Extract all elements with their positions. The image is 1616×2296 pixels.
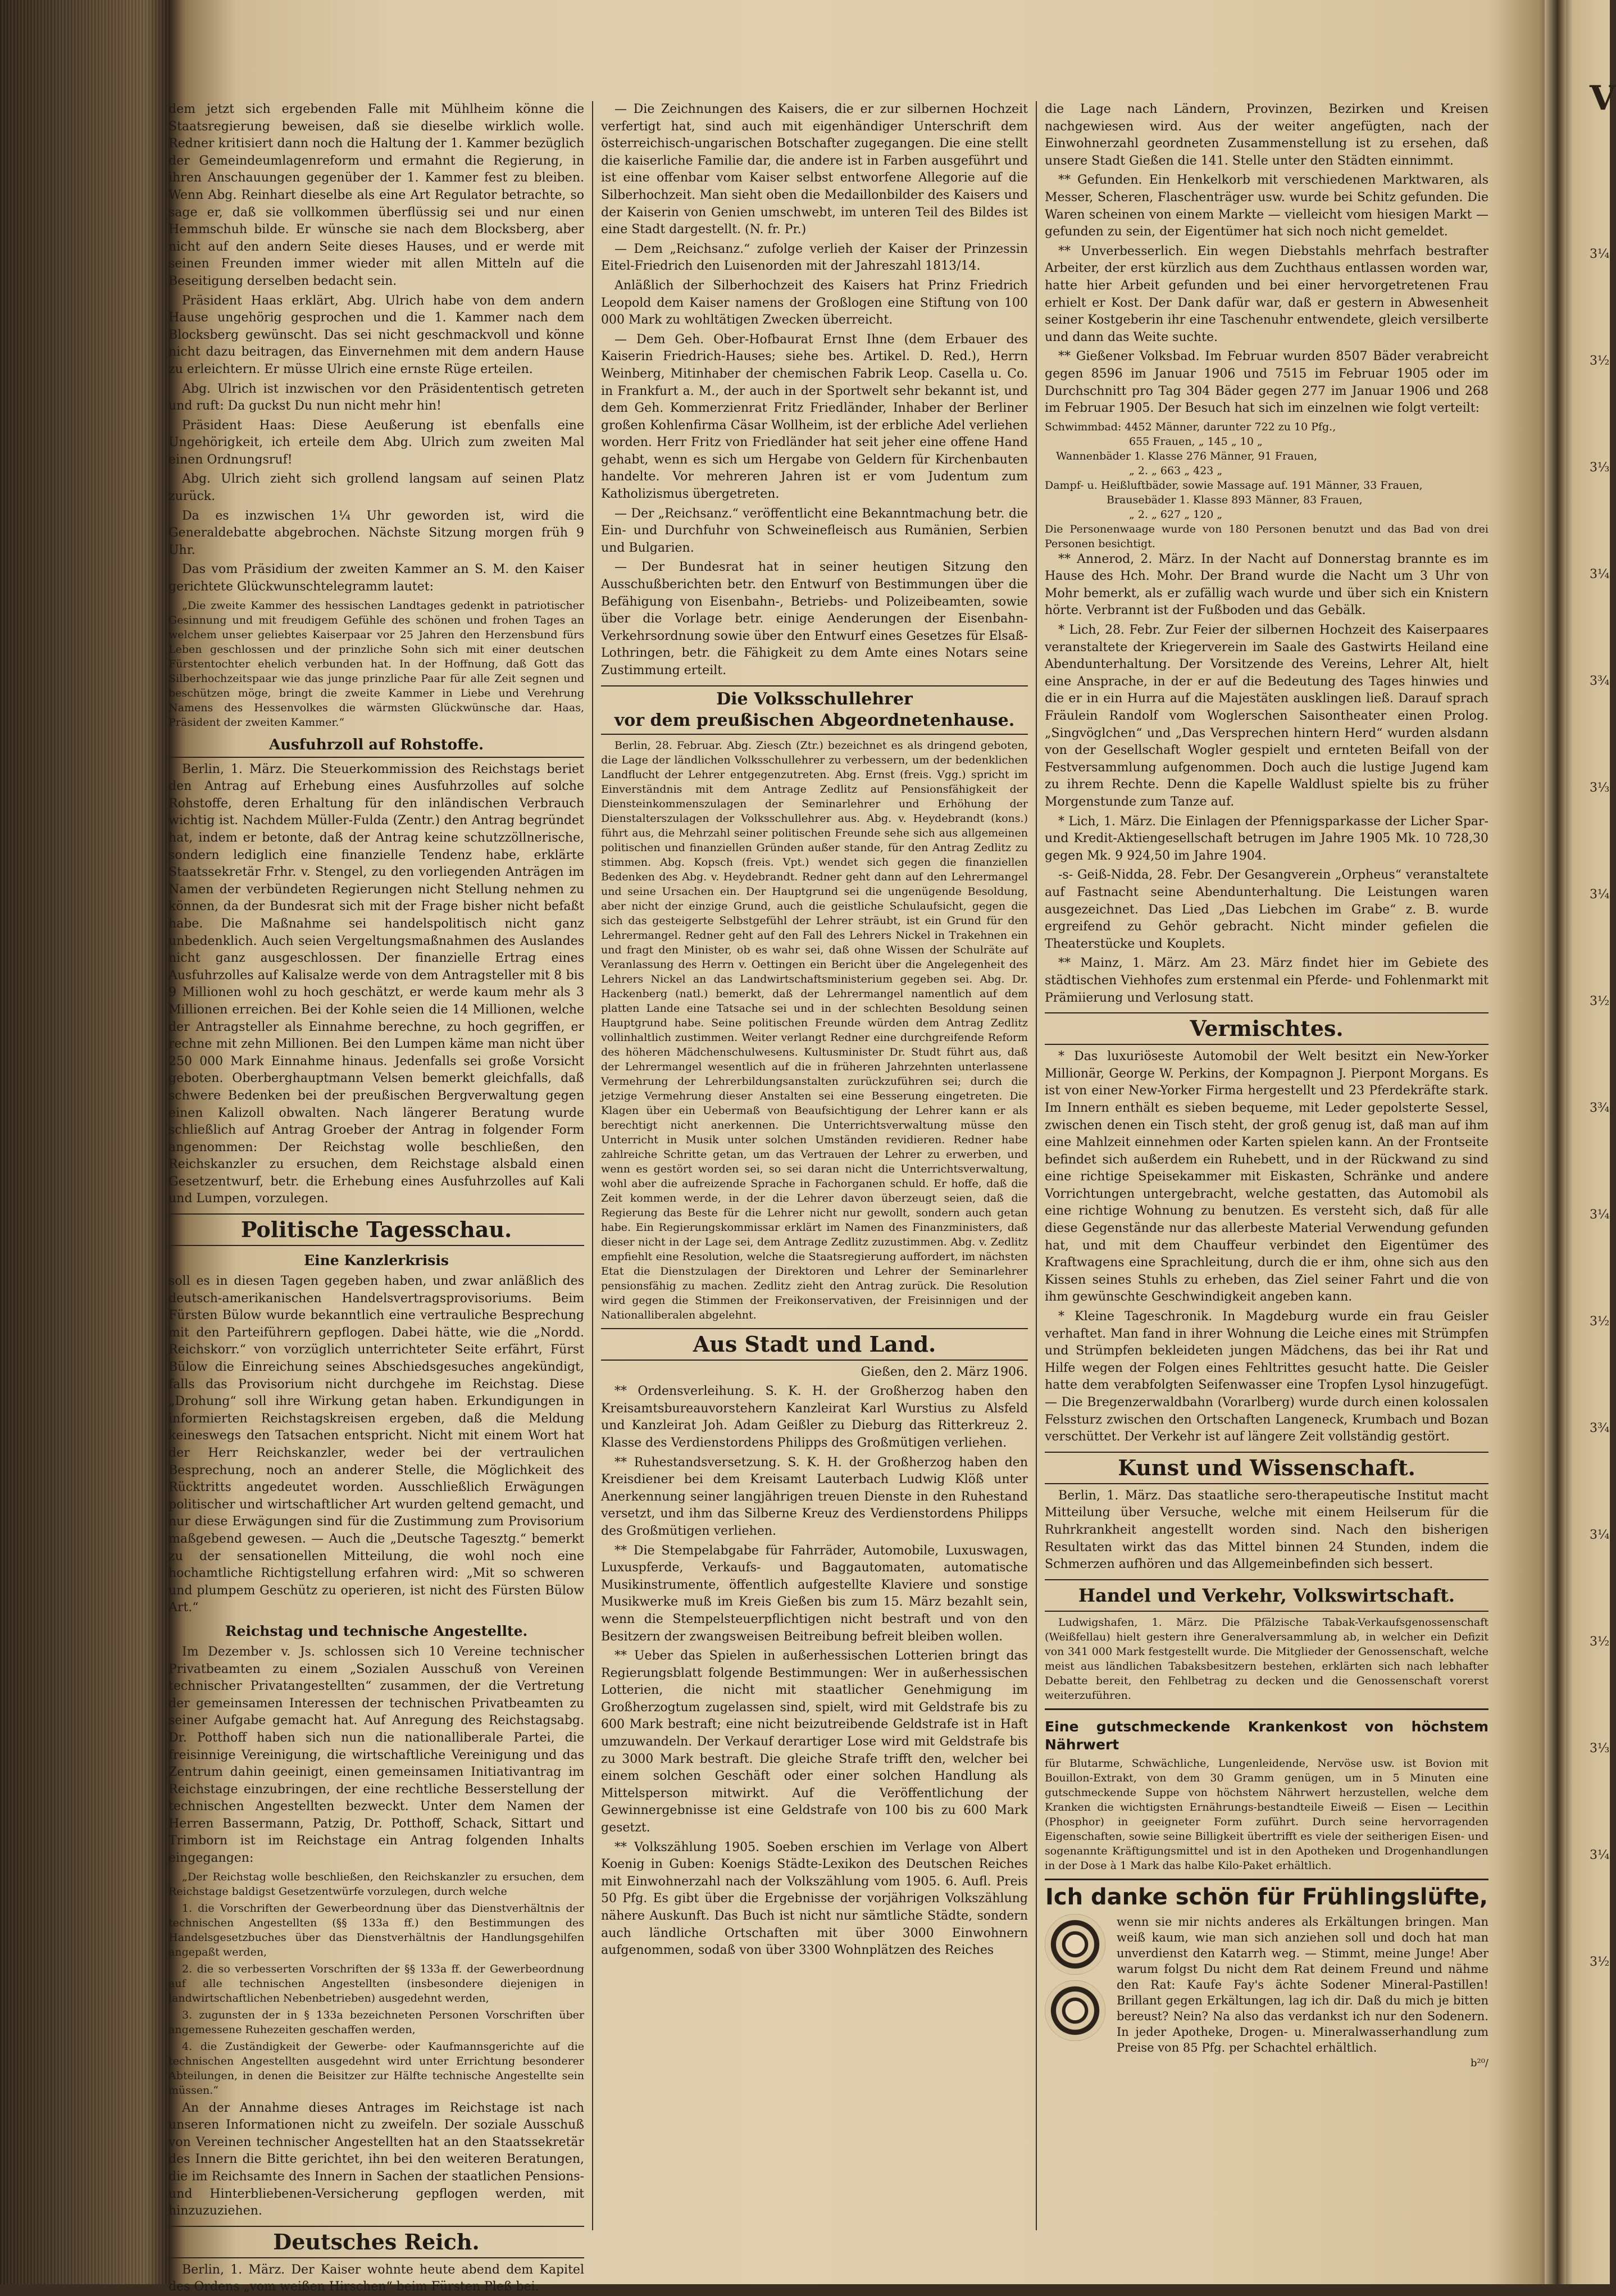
adjacent-page-fragment: 3¼ — [1590, 888, 1610, 902]
adjacent-page-fragment: 3¼ — [1590, 1848, 1610, 1862]
statistics-row: Brausebäder 1. Klasse 893 Männer, 83 Frauen, — [1107, 493, 1363, 506]
medal-seal-icon — [1045, 1914, 1105, 1975]
statistics-row: Wannenbäder 1. Klasse 276 Männer, 91 Frauen, — [1056, 449, 1318, 462]
paragraph: soll es in diesen Tagen gegeben haben, und zwar anläßlich des deutsch-amerikanischen Handelsvertragsprovisoriums. Beim Fürsten Bülow wurde bekanntlich eine vertrauliche Besprechung mit den Parteiführern gepflogen. Dabei hätte, wie die „Nordd. Reichskorr.“ von vorzüglich unterrichteter Seite erfährt, Fürst Bülow die Einreichung seines Abschiedsgesuches angekündigt, falls das Provisorium nicht durchgehe im Reichstag. Diese „Drohung“ soll ihre Wirkung getan haben. Erkundigungen in informierten Reichstagskreisen ergeben, daß die Meldung keineswegs den Tatsachen entspricht. Nicht mit einem Wort hat der Herr Reichskanzler, weder bei der vertraulichen Besprechung, noch an anderer Stelle, die Möglichkeit des Rücktritts angedeutet worden. Ausschließlich Erwägungen politischer und wirtschaftlicher Art wurden geltend gemacht, und nur diese Erwägungen sind für die Zustimmung zum Provisorium maßgebend gewesen. — Auch die „Deutsche Tagesztg.“ bemerkt zu der sensationellen Mitteilung, die wohl noch eine hochamtliche Richtigstellung erfahren wird: „Mit so schweren und plumpem Geschütz zu operieren, ist nicht des Fürsten Bülow Art.“ — [169, 1274, 584, 1615]
paragraph: ** Unverbesserlich. Ein wegen Diebstahls mehrfach bestrafter Arbeiter, der erst kürzlich aus dem Zuchthaus entlassen worden war, hatte hier Arbeit gefunden und bei einer hervorgetretenen Frau erhielt er Kost. Der Dank dafür war, daß er gestern in Abwesenheit seiner Kostgeberin ihr eine Taschenuhr entwendete, gleich versilberte und dann das Weite suchte. — [1045, 244, 1488, 344]
paragraph: — Dem Geh. Ober-Hofbaurat Ernst Ihne (dem Erbauer des Kaiserin Friedrich-Hauses; siehe bes. Artikel. D. Red.), Herrn Weinberg, Mitinhaber der chemischen Fabrik Leop. Casella u. Co. in Frankfurt a. M., der auch in der Sportwelt sehr bekannt ist, und dem Geh. Kommerzienrat Fritz Friedländer, Inhaber der Berliner großen Kohlenfirma Cäsar Wollheim, ist der erbliche Adel verliehen worden. Herr Fritz von Friedländer hat seit jeher eine offene Hand gehabt, wenn es sich um Hergabe von Geldern für Kirchenbauten handelte. Vor mehreren Jahren ist er vom Judentum zum Katholizismus übergetreten. — [601, 332, 1028, 502]
list-item: 4. die Zuständigkeit der Gewerbe- oder Kaufmannsgerichte auf die technischen Angestellten ausgedehnt wird unter Errichtung besonderer Abteilungen, in denen die Beisitzer zur Hälfte technische Angestellte sein müssen.“ — [169, 2040, 584, 2097]
book-binding-edge — [0, 0, 169, 2284]
newspaper-page — [169, 39, 1550, 2294]
paragraph: Berlin, 28. Februar. Abg. Ziesch (Ztr.) bezeichnet es als dringend geboten, die Lage der ländlichen Volksschullehrer zu verbessern, um der bedenklichen Landflucht der Lehrer entgegenzutreten. Abg. Ernst (freis. Vgg.) spricht im Einverständnis mit dem Antrage Zedlitz auf Pensionsfähigkeit der Diensteinkommenszulagen der Seminarlehrer und Erhöhung der Dienstalterszulagen der Volksschullehrer aus. Abg. v. Heydebrandt (kons.) führt aus, die Mehrzahl seiner politischen Freunde sehe sich aus allgemeinen politischen und finanziellen Gründen außer stande, für den Antrag Zedlitz zu stimmen. Abg. Kopsch (freis. Vpt.) wendet sich gegen die finanziellen Bedenken des Abg. v. Heydebrandt. Redner geht dann auf den Lehrermangel und seine Ursachen ein. Der Hauptgrund sei die ungenügende Besoldung, aber nicht der einzige Grund, auch die geistliche Schulaufsicht, gegen die sich das gesteigerte Selbstgefühl der Lehrer sträubt, ist ein Grund für den Lehrermangel. Redner geht auf den Fall des Lehrers Nickel in Trakehnen ein und fragt den Minister, ob es wahr sei, daß ohne Wissen der Schulräte auf Veranlassung des Herrn v. Oettingen ein Bericht über die Angelegenheit des Lehrers Nickel an das Landwirtschaftsministerium gegeben sei. Abg. Dr. Hackenberg (natl.) bemerkt, daß der Lehrermangel namentlich auf dem platten Lande eine Tatsache sei und in der schlechten Besoldung seinen Hauptgrund habe. Seine politischen Freunde würden dem Antrag Zedlitz vollinhaltlich zustimmen. Weiter verlangt Redner eine durchgreifende Reform des höheren Mädchenschulwesens. Kultusminister Dr. Studt führt aus, daß der Lehrermangel wesentlich auf die in früheren Jahrzehnten unterlassene Vermehrung der Lehrerbildungsanstalten zurückzuführen sei; durch die jetzige Vermehrung dieser Anstalten sei eine Besserung eingetreten. Die Klagen über ein Uebermaß von Beaufsichtigung der Lehrer kann er als berechtigt nicht anerkennen. Die Unterrichtsverwaltung müsse den Unterricht in Musik unter solchen Umständen revidieren. Redner habe zahlreiche Schritte getan, um das Vertrauen der Lehrer zu erwerben, und wenn es gestört worden sei, so sei daran nicht die Unterrichtsverwaltung, wohl aber die aufreizende Sprache in Fachorganen schuld. Er hoffe, daß die Zeit kommen werde, in der die Lehrer davon überzeugt seien, daß die Regierung das Beste für die Lehrer nicht nur gewollt, sondern auch getan habe. Ein Regierungskommissar erklärt im Namen des Finanzministers, daß dieser nicht in der Lage sei, dem Antrage Zedlitz zuzustimmen. Abg. v. Zedlitz empfiehlt eine Resolution, welche die Staatsregierung auffordert, im nächsten Etat die Dienstzulagen der Direktoren und Lehrer der Seminarlehrer pensionsfähig zu machen. Zedlitz zieht den Antrag zurück. Die Resolution wird gegen die Stimmen der Freikonservativen, der Freisinnigen und der Nationalliberalen abgelehnt. — [601, 739, 1028, 1321]
statistics-row: Dampf- u. Heißluftbäder, sowie Massage auf. 191 Männer, 33 Frauen, — [1045, 479, 1423, 492]
paragraph: — Die Zeichnungen des Kaisers, die er zur silbernen Hochzeit verfertigt hat, sind auch mit eigenhändiger Unterschrift dem österreichisch-ungarischen Botschafter zugegangen. Die eine stellt die kaiserliche Familie dar, die andere ist in Farben ausgeführt und ist eine offenbar vom Kaiser selbst entworfene Allegorie auf die Silberhochzeit. Man sieht oben die Medaillonbilder des Kaisers und der Kaiserin von Genien umschwebt, im unteren Teil des Bildes ist eine Stadt dargestellt. (N. fr. Pr.) — [601, 102, 1028, 237]
paragraph: die Lage nach Ländern, Provinzen, Bezirken und Kreisen nachgewiesen wird. Aus der weiter angefügten, nach der Einwohnerzahl geordneten Zusammenstellung ist zu ersehen, daß unsere Stadt Gießen die 141. Stelle unter den Städten einnimmt. — [1045, 102, 1488, 168]
dateline: Gießen, den 2. März 1906. — [861, 1365, 1028, 1379]
paragraph: * Kleine Tageschronik. In Magdeburg wurde ein frau Geisler verhaftet. Man fand in ihrer Wohnung die Leiche eines mit Strümpfen und Strümpfen bekleideten jungen Mädchens, das bei ihr Rat und Hilfe wegen der Folgen eines Fehltrittes gesucht hatte. Die Geisler hatte dem verabfolgten Seifenwasser eine Tropfen Lysol hinzugefügt. — Die Bregenzerwaldbahn (Vorarlberg) wurde durch einen kolossalen Felssturz zwischen den Ortschaften Langeneck, Krumbach und Bozan verschüttet. Der Verkehr ist auf längere Zeit vollständig gestört. — [1045, 1310, 1488, 1444]
section-heading: Politische Tagesschau. — [169, 1213, 584, 1246]
adjacent-page-fragment: 3⅓ — [1590, 781, 1610, 795]
section-heading: Die Volksschullehrer vor dem preußischen Abgeordnetenhause. — [601, 685, 1028, 735]
section-heading: Deutsches Reich. — [169, 2226, 584, 2258]
paragraph: Berlin, 1. März. Das staatliche sero-therapeutische Institut macht Mitteilung über Versuche, welche mit einem Heilserum für die Ruhrkrankheit angestellt worden sind. Nach den bisherigen Resultaten wirkt das das Mittel binnen 24 Stunden, indem die Schmerzen aufhören und das Allgemeinbefinden sich bessert. — [1045, 1488, 1488, 1572]
paragraph: * Das luxuriöseste Automobil der Welt besitzt ein New-Yorker Millionär, George W. Perkins, der Kompagnon J. Pierpont Morgans. Es ist von einer New-Yorker Firma hergestellt und 23 Pferdekräfte stark. Im Innern enthält es sieben bequeme, mit Leder gepolsterte Sessel, zwischen denen ein Tisch steht, der groß genug ist, daß man auf ihm eine Mahlzeit einnehmen oder Karten spielen kann. An der Frontseite befindet sich außerdem ein Ruhebett, und in der Rückwand zu sind eine richtige Speisekammer mit Eiskasten, Schränke und andere Vorrichtungen untergebracht, welche gestatten, das Automobil als eine richtige Wohnung zu benutzen. Es versteht sich, daß für alle diese Gegenstände nur das allerbeste Material Verwendung gefunden hat, und mit dem Chauffeur verbindet den Eigentümer des Kraftwagens eine Sprachleitung, durch die er ihm, ohne sich aus den Kissen seines Stuhls zu erheben, das Ziel seiner Fahrt und die von ihm gewünschte Geschwindigkeit angeben kann. — [1045, 1049, 1488, 1304]
paragraph: ** Die Stempelabgabe für Fahrräder, Automobile, Luxuswagen, Luxuspferde, Verkaufs- und Baggautomaten, automatische Musikinstrumente, öffentlich aufgestellte Klaviere und sonstige Musikwerke muß im Kreis Gießen bis zum 15. März bezahlt sein, wenn die Stempelsteuerpflichtigen nicht bestraft und von den Besitzern der zwangsweisen Beitreibung befreit bleiben wollen. — [601, 1543, 1028, 1644]
column-3 — [1045, 101, 1488, 2236]
paragraph: ** Ueber das Spielen in außerhessischen Lotterien bringt das Regierungsblatt folgende Bestimmungen: Wer in außerhessischen Lotterien, die nicht mit staatlicher Genehmigung im Großherzogtum zugelassen sind, spielt, wird mit Geldstrafe bis zu 600 Mark bestraft; eine nicht beizutreibende Geldstrafe ist in Haft umzuwandeln. Der Verkauf derartiger Lose wird mit Geldstrafe bis zu 3000 Mark bestraft. Die gleiche Strafe trifft den, welcher bei einem solchen Geschäft oder einer solchen Handlung als Mittelsperson mitwirkt. Auf die Veröffentlichung der Gewinnergebnisse ist eine Geldstrafe von 100 bis zu 600 Mark gesetzt. — [601, 1649, 1028, 1835]
paragraph: — Dem „Reichsanz.“ zufolge verlieh der Kaiser der Prinzessin Eitel-Friedrich den Luisenorden mit der Jahreszahl 1813/14. — [601, 242, 1028, 274]
paragraph: — Der Bundesrat hat in seiner heutigen Sitzung den Ausschußberichten betr. den Entwurf von Bestimmungen über die Befähigung von Eisenbahn-, Betriebs- und Polizeibeamten, sowie über die Vorlage betr. einige Aenderungen der Eisenbahn-Verkehrsordnung sowie über den Entwurf eines Gesetzes für Elsaß-Lothringen, betr. die Fähigkeit zu dem Amte eines Notars seine Zustimmung erteilt. — [601, 560, 1028, 678]
statistics-row: 655 Frauen, „ 145 „ 10 „ — [1129, 435, 1263, 448]
article-heading: Eine Kanzlerkrisis — [304, 1252, 449, 1269]
section-heading: Ausfuhrzoll auf Rohstoffe. — [169, 735, 584, 758]
paragraph: Ludwigshafen, 1. März. Die Pfälzische Tabak-Verkaufsgenossenschaft (Weißfellau) hielt gestern ihre Generalversammlung ab, in welcher ein Defizit von 341 000 Mark festgestellt wurde. Die Mitglieder der Genossenschaft, welche meist aus ländlichen Tabaksbesitzern bestehen, erklärten sich nach lebhafter Debatte bereit, den Fehlbetrag zu decken und die Genossenschaft vorerst weiterzuführen. — [1045, 1616, 1488, 1702]
ad-headline: Eine gutschmeckende Krankenkost von höchstem Nährwert — [1045, 1718, 1488, 1753]
adjacent-page-fragment: 3½ — [1590, 1955, 1610, 1969]
statistics-row: „ 2. „ 663 „ 423 „ — [1129, 464, 1223, 477]
paragraph: Präsident Haas erklärt, Abg. Ulrich habe von dem andern Hause ungehörig gesprochen und die 1. Kammer nach dem Blocksberg gewünscht. Das sei nicht geschmackvoll und könne nicht dazu beitragen, das Einvernehmen mit dem andern Hause zu erleichtern. Er müsse Ulrich eine ernste Rüge erteilen. — [169, 293, 584, 376]
section-heading: Handel und Verkehr, Volkswirtschaft. — [1045, 1579, 1488, 1612]
paragraph: Anläßlich der Silberhochzeit des Kaisers hat Prinz Friedrich Leopold dem Kaiser namens der Großlogen eine Stiftung von 100 000 Mark zu wohltätigen Zwecken überreicht. — [601, 278, 1028, 328]
medal-seal-icon — [1045, 1980, 1105, 2041]
ad-body-text: wenn sie mir nichts anderes als Erkältungen bringen. Man weiß kaum, wie man sich anziehen soll und doch hat man unverdienst den Katarrh weg. — Stimmt, meine Junge! Aber warum folgst Du nicht dem Rat deinem Freund und nähme den Rat: Kaufe Fay's ächte Sodener Mineral-Pastillen! Brillant gegen Erkältungen, lag ich dir. Daß du mich je bitten bereust? Nein? Na also das verdankst ich nur den Sodenern. In jeder Apotheke, Drogen- u. Mineralwasserhandlung zum Preise von 85 Pfg. per Schachtel erhältlich. — [1117, 1915, 1488, 2054]
adjacent-page-fragment: 3¾ — [1590, 1421, 1610, 1435]
paragraph: Abg. Ulrich ist inzwischen vor den Präsidententisch getreten und ruft: Da guckst Du nun nicht mehr hin! — [169, 381, 584, 413]
section-heading: Vermischtes. — [1045, 1012, 1488, 1045]
paragraph: Abg. Ulrich zieht sich grollend langsam auf seinen Platz zurück. — [169, 472, 584, 504]
paragraph: ** Ruhestandsversetzung. S. K. H. der Großherzog haben den Kreisdiener bei dem Kreisamt Lauterbach Ludwig Klöß unter Anerkennung seiner langjährigen treuen Dienste in den Ruhestand versetzt, und ihm das Silberne Kreuz des Verdienstordens Philipps des Großmütigen verliehen. — [601, 1455, 1028, 1538]
paragraph: ** Mainz, 1. März. Am 23. März findet hier im Gebiete des städtischen Viehhofes zum erstenmal ein Pferde- und Fohlenmarkt mit Prämiierung und Verlosung statt. — [1045, 956, 1488, 1005]
paragraph: Präsident Haas: Diese Aeußerung ist ebenfalls eine Ungehörigkeit, ich erteile dem Abg. Ulrich zum zweiten Mal einen Ordnungsruf! — [169, 418, 584, 467]
list-item: 1. die Vorschriften der Gewerbeordnung über das Dienstverhältnis der technischen Angestellten (§§ 133a ff.) den Bestimmungen des Handelsgesetzbuches über das Dienstverhältnis der Handlungsgehilfen angepaßt werden, — [169, 1902, 584, 1958]
column-1 — [169, 101, 584, 2294]
paragraph: Berlin, 1. März. Der Kaiser wohnte heute abend dem Kapitel des Ordens „vom weißen Hirschen“ beim Fürsten Pleß bei. — [169, 2262, 584, 2294]
ad-headline: Ich danke schön für Frühlingslüfte, — [1045, 1884, 1488, 1910]
adjacent-page-fragment: 3¼ — [1590, 1208, 1610, 1222]
paragraph: Im Dezember v. Js. schlossen sich 10 Vereine technischer Privatbeamten zu einem „Sozialen Ausschuß von Vereinen technischer Privatangestellten“ zusammen, der die Vertretung der gemeinsamen Interessen der technischen Privatbeamten zu seiner Aufgabe gemacht hat. Auf Anregung des Reichstagsabg. Dr. Potthoff haben sich nun die nationalliberale Partei, die freisinnige Vereinigung, die wirtschaftliche Vereinigung und das Zentrum dahin geeinigt, einen gemeinsamen Initiativantrag im Reichstage einzubringen, der eine rechtliche Besserstellung der technischen Angestellten bezweckt. Unter dem Namen der Herren Bassermann, Patzig, Dr. Potthoff, Schack, Sittart und Trimborn ist im Reichstage ein Antrag folgenden Inhalts eingegangen: — [169, 1644, 584, 1866]
paragraph: Das vom Präsidium der zweiten Kammer an S. M. den Kaiser gerichtete Glückwunschtelegramm lautet: — [169, 562, 584, 594]
adjacent-page-fragment: 3¼ — [1590, 247, 1610, 261]
article-heading: Reichstag und technische Angestellte. — [225, 1622, 528, 1639]
paragraph: * Lich, 1. März. Die Einlagen der Pfennigsparkasse der Licher Spar- und Kredit-Aktiengesellschaft betrugen im Jahre 1905 Mk. 10 728,30 gegen Mk. 9 924,50 im Jahre 1904. — [1045, 814, 1488, 863]
landtag-report — [169, 101, 584, 730]
statistics-row: „ 2. „ 627 „ 120 „ — [1129, 508, 1223, 521]
adjacent-page-fragment: 3¾ — [1590, 1101, 1610, 1115]
adjacent-page-fragment: 3½ — [1590, 1635, 1610, 1649]
adjacent-page-letter: V — [1590, 79, 1616, 118]
column-rule — [1036, 101, 1037, 2230]
adjacent-page-fragment: 3½ — [1590, 354, 1610, 368]
paragraph: * Lich, 28. Febr. Zur Feier der silbernen Hochzeit des Kaiserpaares veranstaltete der Kriegerverein im Saale des Gastwirts Heiland eine Abendunterhaltung. Der Vorsitzende des Vereins, Lehrer Alt, hielt eine Ansprache, in der er auf die Bedeutung des Tages hinwies und die er in ein Hurra auf die Majestäten ausklingen ließ. Darauf sprach Fräulein Randolf vom Woglerschen Saisontheater einen Prolog. „Singvöglchen“ und „Das Versprechen hintern Herd“ wurden alsdann von der Gesellschaft Wogler gespielt und ernteten Beifall von der Festversammlung aufgenommen. Doch auch die lustige Jugend kam zu ihrem Rechte. Denn die Kapelle Waldlust spielte bis zu früher Morgenstunde zum Tanze auf. — [1045, 623, 1488, 809]
paragraph: „Der Reichstag wolle beschließen, den Reichskanzler zu ersuchen, dem Reichstage baldigst Gesetzentwürfe vorzulegen, durch welche — [169, 1870, 584, 1898]
advertisement-bovion — [1045, 1708, 1488, 1873]
paragraph: — Der „Reichsanz.“ veröffentlicht eine Bekanntmachung betr. die Ein- und Durchfuhr von Schweinefleisch aus Rumänien, Serbien und Bulgarien. — [601, 506, 1028, 555]
ad-code: b²⁰/ — [1470, 2057, 1488, 2069]
adjacent-page-fragment: 3¼ — [1590, 567, 1610, 581]
statistics-row: Schwimmbad: 4452 Männer, darunter 722 zu 10 Pfg., — [1045, 420, 1336, 433]
statistics-row: Die Personenwaage wurde von 180 Personen benutzt und das Bad von drei Personen besichtigt. — [1045, 522, 1488, 550]
adjacent-page-fragment: 3½ — [1590, 994, 1610, 1008]
paragraph: ** Gießener Volksbad. Im Februar wurden 8507 Bäder verabreicht gegen 8596 im Januar 1906 und 7515 im Februar 1905 oder im Durchschnitt pro Tag 304 Bäder gegen 277 im Januar 1906 und 268 im Februar 1905. Der Besuch hat sich im einzelnen wie folgt verteilt: — [1045, 349, 1488, 416]
paragraph: An der Annahme dieses Antrages im Reichstage ist nach unseren Informationen nicht zu zweifeln. Der soziale Ausschuß von Vereinen technischer Angestellten hat an den Staatssekretär des Innern die Bitte gerichtet, ihn bei den weiteren Beratungen, die im Reichsamte des Innern in Sachen der staatlichen Pensions- und Hinterbliebenen-Versicherung gepflogen werden, mit hinzuzuziehen. — [169, 2101, 584, 2218]
paragraph: -s- Geiß-Nidda, 28. Febr. Der Gesangverein „Orpheus“ veranstaltete auf Fastnacht seine Abendunterhaltung. Die Leistungen waren ausgezeichnet. Das Lied „Das Liebchen im Grabe“ z. B. wurde ergreifend zu Gehör gebracht. Nicht minder gefielen die Theaterstücke und Kouplets. — [1045, 868, 1488, 951]
adjacent-page-fragment: 3⅓ — [1590, 461, 1610, 475]
paragraph: Berlin, 1. März. Die Steuerkommission des Reichstags beriet den Antrag auf Erhebung eines Ausfuhrzolles auf solche Rohstoffe, deren Erhaltung für den inländischen Verbrauch wichtig ist. Nachdem Müller-Fulda (Zentr.) den Antrag begründet hat, indem er betonte, daß der Antrag keine schutzzöllnerische, sondern lediglich eine finanzielle Tendenz habe, erklärte Staatssekretär Frhr. v. Stengel, zu den vorliegenden Anträgen im Namen der verbündeten Regierungen nicht Stellung nehmen zu können, da der Bundesrat sich mit der Frage bisher nicht befaßt habe. Die Maßnahme sei handelspolitisch nicht ganz unbedenklich. Auch seien Vergeltungsmaßnahmen des Auslandes nicht ganz ausgeschlossen. Der finanzielle Ertrag eines Ausfuhrzolles auf Kalisalze werde von dem Antragsteller mit 8 bis 9 Millionen wohl zu hoch geschätzt, er werde kaum mehr als 3 Millionen erreichen. Bei der Kohle seien die 14 Millionen, welche der Antragsteller als Einnahme berechne, zu hoch gegriffen, er rechne mit zehn Millionen. Bei den Lumpen käme man nicht über 250 000 Mark Einnahme hinaus. Jedenfalls sei große Vorsicht geboten. Oberberghauptmann Velsen bemerkt gleichfalls, daß schwere Bedenken bei der preußischen Bergverwaltung gegen einen Kalizoll obwalten. Nach längerer Beratung wurde schließlich auf Antrag Groeber der Antrag in folgender Form angenommen: Der Reichstag wolle beschließen, den Reichskanzler zu ersuchen, dem Reichstage alsbald einen Gesetzentwurf, betr. die Erhebung eines Ausfuhrzolles auf Kali und Lumpen, vorzulegen. — [169, 762, 584, 1206]
adjacent-page-fragment: 3¼ — [1590, 1528, 1610, 1542]
bath-statistics — [1045, 420, 1488, 551]
advertisement-sodener — [1045, 1879, 1488, 2071]
ad-body: für Blutarme, Schwächliche, Lungenleidende, Nervöse usw. ist Bovion mit Bouillon-Extrakt, von dem 30 Gramm genügen, um in 5 Minuten eine gutschmeckende Suppe von höchstem Nährwert herzustellen, welche dem Kranken die wichtigsten Ernährungs-bestandteile Eiweiß — Eisen — Lecithin (Phosphor) in geeigneter Form zuführt. Durch seine hervorragenden Eigenschaften, sowie seine Billigkeit übertrifft es viele der seitherigen Eisen- und sogenannte Kräftigungsmittel und ist in den Apotheken und Drogenhandlungen in der Dose à 1 Mark das halbe Kilo-Paket erhältlich. — [1045, 1757, 1488, 1872]
ad-seals — [1045, 1914, 1110, 2071]
paragraph: ** Annerod, 2. März. In der Nacht auf Donnerstag brannte es im Hause des Hch. Mohr. Der Brand wurde die Nacht um 3 Uhr von Mohr bemerkt, als er zufällig wach wurde und über sich ein Knistern hörte. Verbrannt ist der Fußboden und das Gebälk. — [1045, 552, 1488, 618]
paragraph: ** Gefunden. Ein Henkelkorb mit verschiedenen Marktwaren, als Messer, Scheren, Flaschenträger usw. wurde bei Schitz gefunden. Die Waren scheinen von einem Markte — vielleicht vom hiesigen Markt — gefunden zu sein, der Eigentümer hat sich noch nicht gemeldet. — [1045, 173, 1488, 239]
adjacent-page-edge — [1567, 79, 1616, 2157]
paragraph: ** Ordensverleihung. S. K. H. der Großherzog haben den Kreisamtsbureauvorstehern Kanzleirat Karl Wurstius zu Alsfeld und Kanzleirat Joh. Adam Geißler zu Dieburg das Ritterkreuz 2. Klasse des Verdienstordens Philipps des Großmütigen verliehen. — [601, 1384, 1028, 1450]
paragraph: dem jetzt sich ergebenden Falle mit Mühlheim könne die Staatsregierung beweisen, daß sie dieselbe wirklich wolle. Redner kritisiert dann noch die Haltung der 1. Kammer bezüglich der Gemeindeumlagenreform und ermahnt die Regierung, in ihren Anschauungen gegenüber der 1. Kammer fest zu bleiben. Wenn Abg. Reinhart dieselbe als eine Art Regulator betrachte, so sage er, daß sie vollkommen überflüssig sei und nur einen Hemmschuh bilde. Er wünsche sie nach dem Blocksberg, aber nicht auf den andern Seite dieses Hauses, und er werde mit seinen Freunden immer wieder mit allen Mitteln auf die Beseitigung derselben bedacht sein. — [169, 102, 584, 288]
ad-content — [1045, 1914, 1488, 2071]
adjacent-page-fragment: 3¾ — [1590, 674, 1610, 688]
section-heading: Kunst und Wissenschaft. — [1045, 1452, 1488, 1484]
ad-body — [1117, 1914, 1488, 2071]
column-2 — [601, 101, 1028, 2242]
paragraph: Da es inzwischen 1¼ Uhr geworden ist, wird die Generaldebatte abgebrochen. Nächste Sitzung morgen früh 9 Uhr. — [169, 508, 584, 557]
adjacent-page-fragment: 3½ — [1590, 1315, 1610, 1329]
column-rule — [592, 101, 593, 2230]
adjacent-page-fragment: 3⅓ — [1590, 1742, 1610, 1756]
list-item: 2. die so verbesserten Vorschriften der §§ 133a ff. der Gewerbeordnung auf alle technischen Angestellten (insbesondere diejenigen in landwirtschaftlichen Nebenbetrieben) ausgedehnt werden, — [169, 1962, 584, 2004]
paragraph: ** Volkszählung 1905. Soeben erschien im Verlage von Albert Koenig in Guben: Koenigs Städte-Lexikon des Deutschen Reiches mit Einwohnerzahl nach der Volkszählung vom 1905. 6. Aufl. Preis 50 Pfg. Es gibt über die Ergebnisse der vorjährigen Volkszählung nähere Auskunft. Das Buch ist nicht nur sämtliche Städte, sondern auch ländliche Ortschaften mit über 3000 Einwohnern aufgenommen, sodaß von über 3300 Wohnplätzen des Reiches — [601, 1840, 1028, 1958]
list-item: 3. zugunsten der in § 133a bezeichneten Personen Vorschriften über angemessene Ruhezeiten geschaffen werden, — [169, 2008, 584, 2036]
section-heading: Aus Stadt und Land. — [601, 1328, 1028, 1361]
telegram-text: „Die zweite Kammer des hessischen Landtages gedenkt in patriotischer Gesinnung und mit freudigem Gefühle des schönen und frohen Tages an welchem unser geliebtes Kaiserpaar vor 25 Jahren den Herzensbund fürs Leben geschlossen und der prinzliche Sohn sich mit einer deutschen Fürstentochter ehelich verbunden hat. In der Hoffnung, daß Gott das Silberhochzeitspaar wie das junge prinzliche Paar für alle Zeit segnen und beschützen möge, bringt die zweite Kammer in Liebe und Verehrung Namens des Hessenvolkes die wärmsten Glückwünsche dar. Haas, Präsident der zweiten Kammer.“ — [169, 599, 584, 729]
